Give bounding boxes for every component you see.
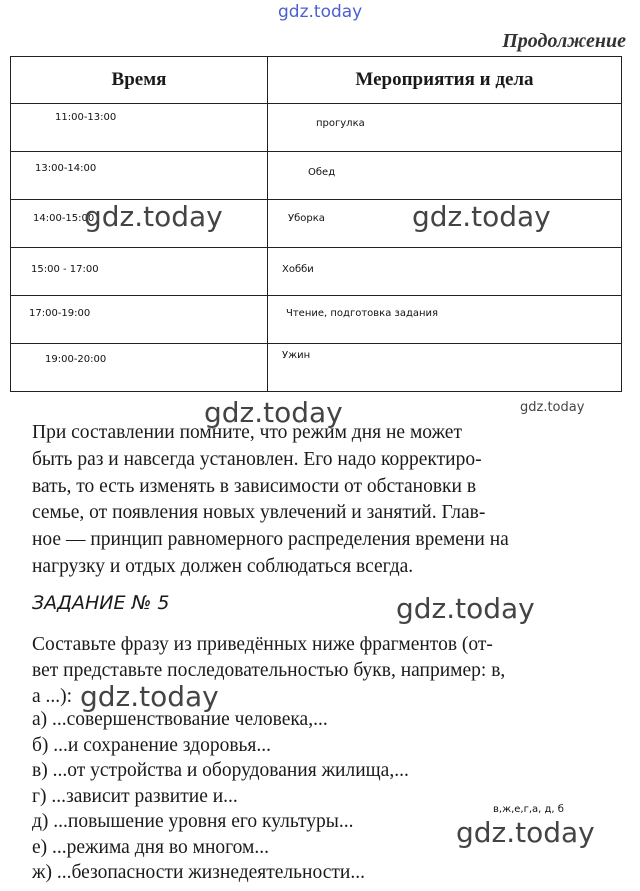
handwritten-answer: в,ж,е,г,а, д, б bbox=[493, 804, 564, 815]
time-text: 11:00-13:00 bbox=[55, 112, 117, 123]
time-text: 17:00-19:00 bbox=[29, 308, 91, 319]
time-cell bbox=[11, 104, 268, 152]
activity-text: прогулка bbox=[316, 118, 365, 129]
activity-cell bbox=[268, 248, 622, 296]
time-cell bbox=[11, 344, 268, 392]
paragraph-line: нагрузку и отдых должен соблюдаться всегда. bbox=[32, 555, 414, 577]
activity-cell bbox=[268, 152, 622, 200]
time-cell bbox=[11, 152, 268, 200]
time-text: 15:00 - 17:00 bbox=[31, 264, 99, 275]
watermark: gdz.today bbox=[520, 400, 585, 415]
header-time: Время bbox=[11, 57, 268, 104]
activity-cell bbox=[268, 296, 622, 344]
time-cell bbox=[11, 296, 268, 344]
option-item: ж) ...безопасности жизнедеятельности... bbox=[32, 862, 365, 883]
option-item: е) ...режима дня во многом... bbox=[32, 836, 269, 858]
instruction-line: Составьте фразу из приведённых ниже фрагментов (от- bbox=[32, 634, 493, 655]
paragraph-line: При составлении помните, что режим дня не может bbox=[32, 422, 462, 443]
task-title: ЗАДАНИЕ № 5 bbox=[32, 592, 170, 614]
header-activities: Мероприятия и дела bbox=[268, 57, 622, 104]
activity-text: Чтение, подготовка задания bbox=[286, 308, 439, 319]
time-text: 19:00-20:00 bbox=[45, 354, 107, 365]
paragraph-line: быть раз и навсегда установлен. Его надо корректиро- bbox=[32, 448, 482, 470]
watermark-top: gdz.today bbox=[278, 2, 363, 22]
watermark: gdz.today bbox=[84, 200, 223, 233]
table-row bbox=[11, 296, 622, 344]
watermark: gdz.today bbox=[456, 816, 595, 849]
table-row bbox=[11, 248, 622, 296]
table-row bbox=[11, 344, 622, 392]
continuation-label: Продолжение bbox=[502, 30, 626, 52]
paragraph-line: семье, от появления новых увлечений и занятий. Глав- bbox=[32, 502, 486, 524]
task-options bbox=[32, 707, 409, 886]
body-paragraph bbox=[32, 420, 622, 581]
option-item: г) ...зависит развитие и... bbox=[32, 785, 238, 807]
option-item: а) ...совершенствование человека,... bbox=[32, 709, 328, 730]
task-instruction bbox=[32, 632, 505, 710]
watermark: gdz.today bbox=[396, 592, 535, 625]
watermark: gdz.today bbox=[80, 680, 219, 713]
activity-cell bbox=[268, 344, 622, 392]
table-row bbox=[11, 104, 622, 152]
table-row bbox=[11, 152, 622, 200]
instruction-line: вет представьте последовательностью букв, например: в, bbox=[32, 660, 506, 681]
option-item: д) ...повышение уровня его культуры... bbox=[32, 811, 354, 832]
time-text: 14:00-15:00 bbox=[33, 213, 95, 224]
option-item: б) ...и сохранение здоровья... bbox=[32, 734, 272, 756]
instruction-line: а ...): bbox=[32, 686, 73, 707]
activity-text: Обед bbox=[308, 167, 336, 178]
time-text: 13:00-14:00 bbox=[35, 163, 97, 174]
time-cell bbox=[11, 248, 268, 296]
paragraph-line: ное — принцип равномерного распределения времени на bbox=[32, 529, 509, 551]
activity-cell bbox=[268, 104, 622, 152]
table-header-row bbox=[11, 57, 622, 104]
activity-text: Хобби bbox=[282, 264, 314, 275]
activity-text: Ужин bbox=[282, 350, 311, 361]
watermark: gdz.today bbox=[204, 396, 343, 429]
option-item: в) ...от устройства и оборудования жилища,... bbox=[32, 760, 409, 781]
activity-text: Уборка bbox=[288, 213, 325, 224]
watermark: gdz.today bbox=[412, 200, 551, 233]
paragraph-line: вать, то есть изменять в зависимости от обстановки в bbox=[32, 475, 477, 497]
